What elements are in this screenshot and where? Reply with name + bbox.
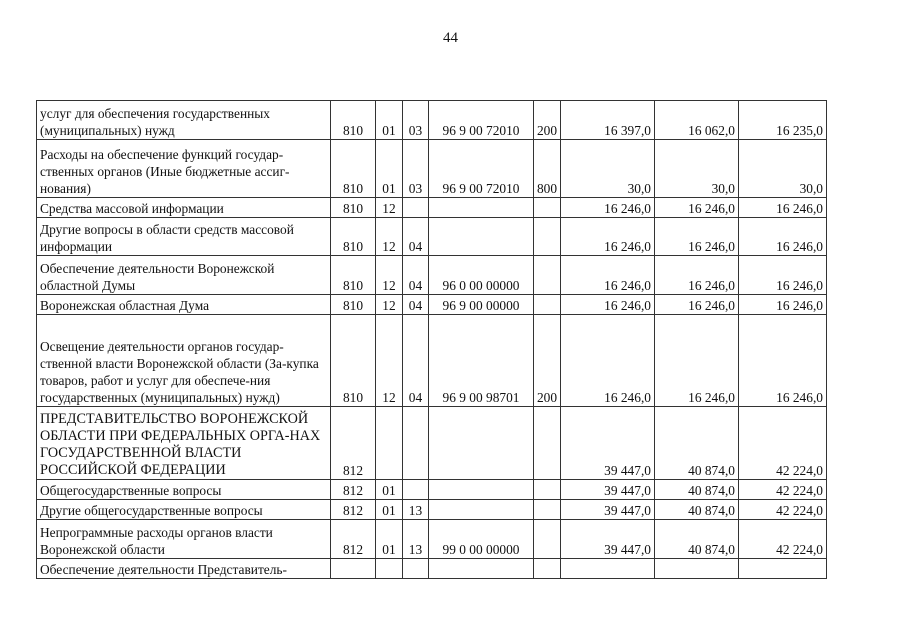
table-row [37,500,827,520]
row-name: Средства массовой информации [37,198,331,218]
cell-amount-year1: 16 246,0 [561,218,655,256]
table-row [37,256,827,295]
cell-target-code [429,480,534,500]
cell-target-code: 96 9 00 72010 [429,101,534,140]
cell-subsection-code: 04 [403,295,429,315]
cell-amount-year3: 16 246,0 [739,256,827,295]
cell-ministry-code: 812 [331,480,376,500]
cell-amount-year3 [739,559,827,579]
cell-expense-type [534,559,561,579]
cell-amount-year2: 30,0 [655,140,739,198]
cell-ministry-code: 810 [331,198,376,218]
row-name: Общегосударственные вопросы [37,480,331,500]
cell-ministry-code [331,559,376,579]
cell-amount-year3: 16 246,0 [739,198,827,218]
row-name: ПРЕДСТАВИТЕЛЬСТВО ВОРОНЕЖСКОЙ ОБЛАСТИ ПРИ ФЕДЕРАЛЬНЫХ ОРГА-НАХ ГОСУДАРСТВЕННОЙ ВЛАСТИ РОССИЙСКОЙ ФЕДЕРАЦИИ [37,407,331,480]
cell-amount-year2: 40 874,0 [655,407,739,480]
cell-target-code [429,559,534,579]
cell-subsection-code: 03 [403,140,429,198]
cell-subsection-code: 13 [403,520,429,559]
cell-section-code: 01 [376,140,403,198]
cell-amount-year2: 16 246,0 [655,315,739,407]
cell-amount-year3: 16 246,0 [739,315,827,407]
row-name: Освещение деятельности органов государ-ственной власти Воронежской области (За-купка товаров, работ и услуг для обеспече-ния государственных (муниципальных) нужд) [37,315,331,407]
cell-ministry-code: 812 [331,500,376,520]
cell-amount-year1: 39 447,0 [561,500,655,520]
table-row [37,559,827,579]
cell-expense-type: 200 [534,315,561,407]
cell-ministry-code: 812 [331,520,376,559]
cell-expense-type [534,256,561,295]
cell-target-code: 96 9 00 00000 [429,295,534,315]
cell-target-code: 99 0 00 00000 [429,520,534,559]
cell-amount-year3: 16 246,0 [739,218,827,256]
cell-expense-type [534,480,561,500]
cell-amount-year1: 30,0 [561,140,655,198]
cell-amount-year3: 42 224,0 [739,500,827,520]
row-name: Другие вопросы в области средств массовой информации [37,218,331,256]
cell-amount-year1: 39 447,0 [561,407,655,480]
cell-section-code: 01 [376,480,403,500]
cell-subsection-code: 04 [403,256,429,295]
row-name: Непрограммные расходы органов власти Воронежской области [37,520,331,559]
cell-ministry-code: 810 [331,218,376,256]
cell-amount-year2: 40 874,0 [655,480,739,500]
table-row [37,101,827,140]
cell-amount-year2: 16 246,0 [655,256,739,295]
table-row [37,480,827,500]
table-row [37,407,827,480]
cell-target-code [429,198,534,218]
cell-amount-year3: 16 246,0 [739,295,827,315]
cell-target-code: 96 9 00 98701 [429,315,534,407]
cell-amount-year3: 42 224,0 [739,480,827,500]
cell-amount-year3: 30,0 [739,140,827,198]
cell-amount-year2: 40 874,0 [655,520,739,559]
cell-expense-type [534,520,561,559]
cell-expense-type: 200 [534,101,561,140]
cell-subsection-code [403,559,429,579]
cell-amount-year1: 16 246,0 [561,295,655,315]
cell-section-code: 01 [376,500,403,520]
cell-amount-year2: 40 874,0 [655,500,739,520]
row-name: услуг для обеспечения государственных (муниципальных) нужд [37,101,331,140]
row-name: Расходы на обеспечение функций государ-ственных органов (Иные бюджетные ассиг-нования) [37,140,331,198]
cell-section-code [376,407,403,480]
cell-amount-year2: 16 246,0 [655,218,739,256]
cell-amount-year2: 16 062,0 [655,101,739,140]
row-name: Другие общегосударственные вопросы [37,500,331,520]
cell-amount-year3: 42 224,0 [739,520,827,559]
cell-target-code: 96 0 00 00000 [429,256,534,295]
cell-ministry-code: 810 [331,315,376,407]
table-row [37,140,827,198]
table-row [37,295,827,315]
cell-subsection-code [403,198,429,218]
cell-section-code: 12 [376,315,403,407]
cell-expense-type [534,407,561,480]
cell-expense-type [534,218,561,256]
cell-target-code [429,500,534,520]
cell-amount-year3: 16 235,0 [739,101,827,140]
cell-target-code: 96 9 00 72010 [429,140,534,198]
row-name: Воронежская областная Дума [37,295,331,315]
page-number: 44 [443,30,458,46]
cell-section-code [376,559,403,579]
cell-amount-year2 [655,559,739,579]
cell-amount-year3: 42 224,0 [739,407,827,480]
cell-subsection-code: 13 [403,500,429,520]
cell-amount-year2: 16 246,0 [655,295,739,315]
cell-subsection-code: 04 [403,218,429,256]
cell-subsection-code [403,407,429,480]
cell-section-code: 12 [376,218,403,256]
cell-ministry-code: 810 [331,256,376,295]
budget-table [36,100,827,579]
cell-section-code: 12 [376,295,403,315]
cell-ministry-code: 810 [331,140,376,198]
cell-section-code: 12 [376,198,403,218]
cell-subsection-code: 04 [403,315,429,407]
cell-amount-year1 [561,559,655,579]
cell-expense-type [534,295,561,315]
cell-target-code [429,218,534,256]
cell-target-code [429,407,534,480]
cell-ministry-code: 810 [331,295,376,315]
table-row [37,520,827,559]
cell-amount-year1: 16 246,0 [561,315,655,407]
table-row [37,315,827,407]
cell-amount-year2: 16 246,0 [655,198,739,218]
table-row [37,218,827,256]
row-name: Обеспечение деятельности Воронежской областной Думы [37,256,331,295]
cell-subsection-code [403,480,429,500]
cell-expense-type [534,500,561,520]
cell-ministry-code: 810 [331,101,376,140]
cell-amount-year1: 39 447,0 [561,480,655,500]
cell-amount-year1: 16 397,0 [561,101,655,140]
cell-amount-year1: 16 246,0 [561,256,655,295]
cell-amount-year1: 39 447,0 [561,520,655,559]
cell-section-code: 12 [376,256,403,295]
table-row [37,198,827,218]
cell-section-code: 01 [376,101,403,140]
cell-expense-type: 800 [534,140,561,198]
cell-subsection-code: 03 [403,101,429,140]
cell-amount-year1: 16 246,0 [561,198,655,218]
cell-ministry-code: 812 [331,407,376,480]
cell-section-code: 01 [376,520,403,559]
cell-expense-type [534,198,561,218]
row-name: Обеспечение деятельности Представитель- [37,559,331,579]
